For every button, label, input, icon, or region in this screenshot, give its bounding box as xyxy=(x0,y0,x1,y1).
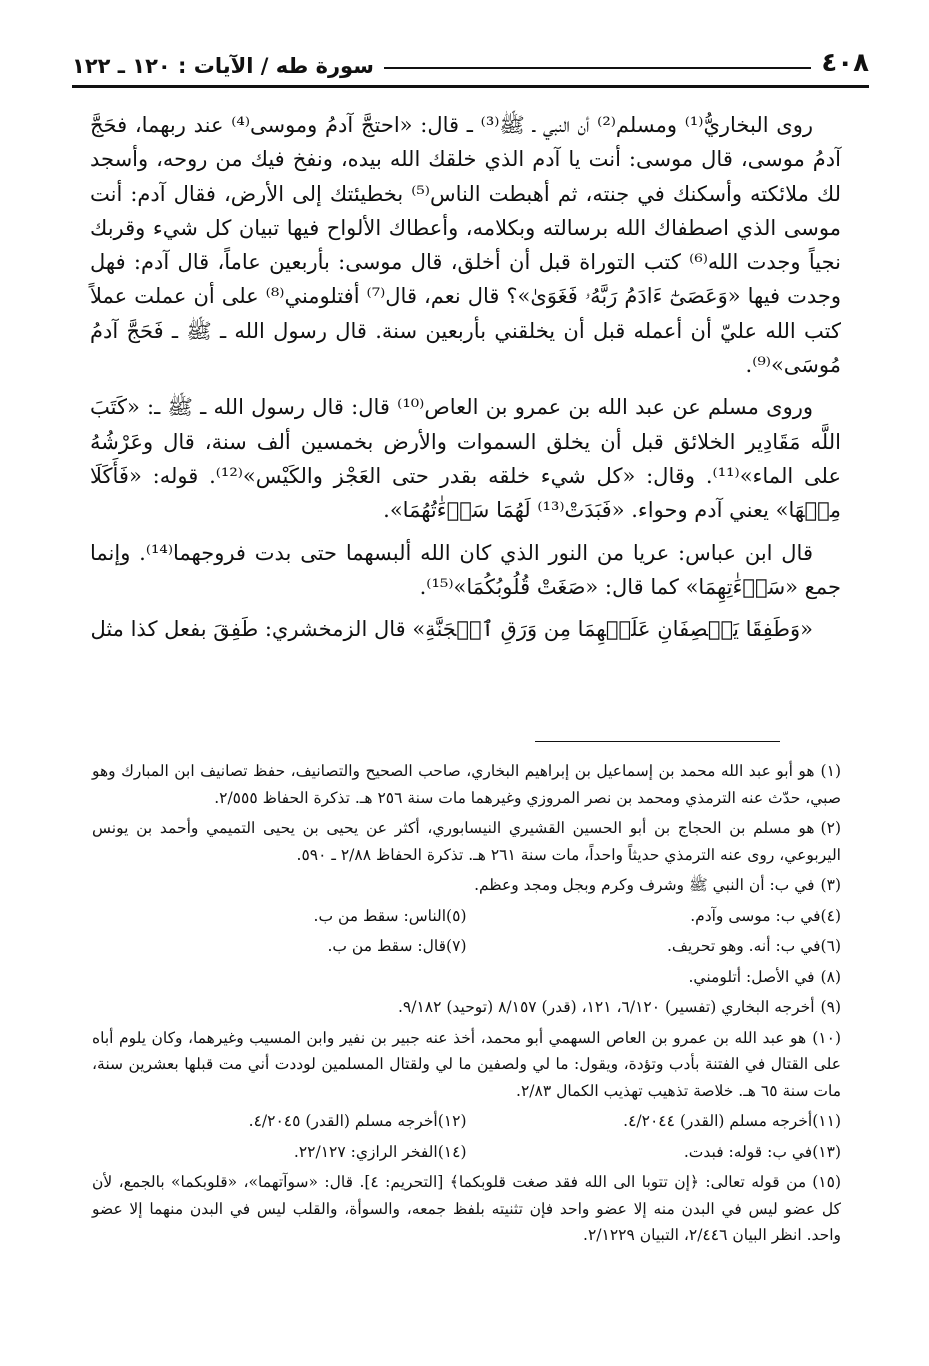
footnote xyxy=(92,994,841,1021)
footnote xyxy=(92,1169,841,1249)
footnote xyxy=(467,1139,842,1166)
footnote-pair xyxy=(92,1108,841,1135)
footnote xyxy=(92,758,841,811)
footnote-number: (١١) xyxy=(812,1112,841,1130)
footnote xyxy=(92,903,467,930)
footnote-number: (١٢) xyxy=(437,1112,467,1130)
footnote-text: في ب: أن النبي ﷺ وشرف وكرم وبجل ومجد وعظم. xyxy=(474,876,815,894)
footnote-number: (١٥) xyxy=(812,1173,841,1191)
footnote-text: الفخر الرازي: ٢٢/١٢٧. xyxy=(293,1142,438,1161)
footnote-number: (٩) xyxy=(820,998,841,1016)
footnote-text: في الأصل: أتلومني. xyxy=(688,967,815,986)
footnote-pair xyxy=(92,903,841,930)
footnote-text: أخرجه مسلم (القدر) ٤/٢٠٤٥. xyxy=(248,1112,438,1130)
footnote-number: (٣) xyxy=(820,876,841,894)
footnote xyxy=(467,903,842,930)
paragraph: روى البخاريُّ⁽¹⁾ ومسلم⁽²⁾ أن النبي ـ ﷺ⁽³⁾ ـ قال: «احتجَّ آدمُ وموسى⁽⁴⁾ عند ربهما، فحَجَّ آدمُ موسى، قال موسى: أنت يا آدم الذي خلقك الله بيده، ونفخ فيك من روحه، وأسجد لك ملائكته وأسكنك في جنته، ثم أهبطت الناس⁽⁵⁾ بخطيئتك إلى الأرض، فقال آدم: أنت موسى الذي اصطفاك الله برسالته وبكلامه، وأعطاك الألواح فيها تبيان كل شيء وقربك نجياً وجدت الله⁽⁶⁾ كتب التوراة قبل أن أخلق، قال موسى: بأربعين عاماً، قال آدم: فهل وجدت فيها «وَعَصَىٰٓ ءَادَمُ رَبَّهُۥ فَغَوَىٰ»؟ قال نعم، قال⁽⁷⁾ أفتلومني⁽⁸⁾ على أن عملت عملاً كتب الله عليّ أن أعمله قبل أن يخلقني بأربعين سنة. قال رسول الله ـ ﷺ ـ فَحَجَّ آدمُ مُوسَى»⁽⁹⁾. xyxy=(90,113,842,378)
footnote-text: قال: سقط من ب. xyxy=(327,937,447,955)
footnote xyxy=(92,964,841,991)
main-text xyxy=(90,108,841,654)
surah-verse-range: سورة طه / الآيات : ١٢٠ ـ ١٢٢ xyxy=(72,54,374,78)
footnote xyxy=(92,872,841,899)
footnote-number: (١٠) xyxy=(812,1028,841,1047)
header-rule xyxy=(72,85,869,88)
footnote-number: (٨) xyxy=(820,967,841,986)
header-line xyxy=(384,67,812,69)
footnote xyxy=(92,815,841,868)
footnote-number: (٦) xyxy=(820,937,841,955)
footnote xyxy=(467,933,842,960)
footnotes xyxy=(92,758,841,1253)
footnote-text: هو أبو عبد الله محمد بن إسماعيل بن إبراهيم البخاري، صاحب الصحيح والتصانيف، حفظ تصانيف ابن المبارك وهو صبي، حدّث عنه الترمذي ومحمد بن نصر المروزي وغيرهما مات سنة ٢٥٦ هـ. تذكرة الحفاظ ٢/٥٥٥. xyxy=(92,762,841,807)
footnote-text: أخرجه مسلم (القدر) ٤/٢٠٤٤. xyxy=(623,1112,813,1130)
footnote-number: (١٣) xyxy=(812,1142,841,1161)
footnote-text: في ب: أنه. وهو تحريف. xyxy=(667,937,821,955)
footnote-number: (٤) xyxy=(820,906,841,925)
footnote-number: (٢) xyxy=(820,819,841,837)
page-header xyxy=(72,38,869,78)
paragraph: وروى مسلم عن عبد الله بن عمرو بن العاص⁽¹⁰⁾ قال: قال رسول الله ـ ﷺ ـ: «كَتَبَ اللَّه مَقَادِير الخلائق قبل أن يخلق السموات والأرض بخمسين ألف سنة، قال وعَرْشُهُ على الماء»⁽¹¹⁾. وقال: «كل شيء خلقه بقدر حتى العَجْز والكَيْس»⁽¹²⁾. قوله: «فَأَكَلَا مِنۡهَا» يعني آدم وحواء. «فَبَدَتْ⁽¹³⁾ لَهُمَا سَوۡءَٰتُهُمَا». xyxy=(90,395,841,523)
footnote-number: (٧) xyxy=(446,937,467,955)
footnote-text: الناس: سقط من ب. xyxy=(313,906,447,925)
footnote-text: في ب: قوله: فبدت. xyxy=(683,1142,813,1161)
footnote xyxy=(92,1139,467,1166)
page-number: ٤٠٨ xyxy=(821,48,869,78)
footnote-text: في ب: موسى وآدم. xyxy=(690,906,821,925)
footnote-pair xyxy=(92,933,841,960)
footnote-number: (١) xyxy=(820,762,841,780)
footnote-text: من قوله تعالى: ﴿إن تتوبا الى الله فقد صغت قلوبكما﴾ [التحريم: ٤]. قال: «سوآتهما»، «قلوبكما» بالجمع، لأن كل عضو ليس في البدن منه إلا عضو واحد فإن تثنيته بلفظ جمعه، والسوأة، والقلب ليس في البدن منهما إلا عضو واحد. انظر البيان ٢/٤٤٦، التبيان ٢/١٢٢٩. xyxy=(92,1173,841,1244)
footnote-number: (٥) xyxy=(446,906,467,925)
footnote-separator xyxy=(535,741,780,742)
paragraph: «وَطَفِقَا يَخۡصِفَانِ عَلَيۡهِمَا مِن وَرَقِ ٱلۡجَنَّةِ» قال الزمخشري: طَفِقَ بفعل كذا مثل xyxy=(90,617,813,642)
footnote-text: أخرجه البخاري (تفسير) ٦/١٢٠، ١٢١، (قدر) ٨/١٥٧ (توحيد) ٩/١٨٢. xyxy=(397,998,815,1016)
footnote xyxy=(92,1108,467,1135)
footnote-pair xyxy=(92,1139,841,1166)
footnote xyxy=(92,1025,841,1105)
footnote-text: هو مسلم بن الحجاج بن أبو الحسين القشيري النيسابوري، أكثر عن يحيى بن يحيى التميمي وأحمد بن يونس اليربوعي، روى عنه الترمذي حديثاً واحداً، مات سنة ٢٦١ هـ. تذكرة الحفاظ ٢/٨٨ ـ ٥٩٠. xyxy=(92,819,841,864)
footnote xyxy=(92,933,467,960)
footnote-text: هو عبد الله بن عمرو بن العاص السهمي أبو محمد، أخذ عنه جبير بن نفير وابن المسيب وغيرهما، وكان يلوم أباه على القتال في الفتنة بأدب وتؤدة، ويقول: ما لي ولصفين ما لي ولقتال المسلمين لوددت أني مت قبلها بعشرين سنة، مات سنة ٦٥ هـ. خلاصة تذهيب تهذيب الكمال ٢/٨٣. xyxy=(92,1028,841,1100)
footnote-number: (١٤) xyxy=(437,1142,467,1161)
paragraph: قال ابن عباس: عريا من النور الذي كان الله ألبسهما حتى بدت فروجهما⁽¹⁴⁾. وإنما جمع «سَوۡءَٰتِهِمَا» كما قال: «صَغَتْ قُلُوبُكُمَا»⁽¹⁵⁾. xyxy=(90,540,841,599)
footnote xyxy=(467,1108,842,1135)
